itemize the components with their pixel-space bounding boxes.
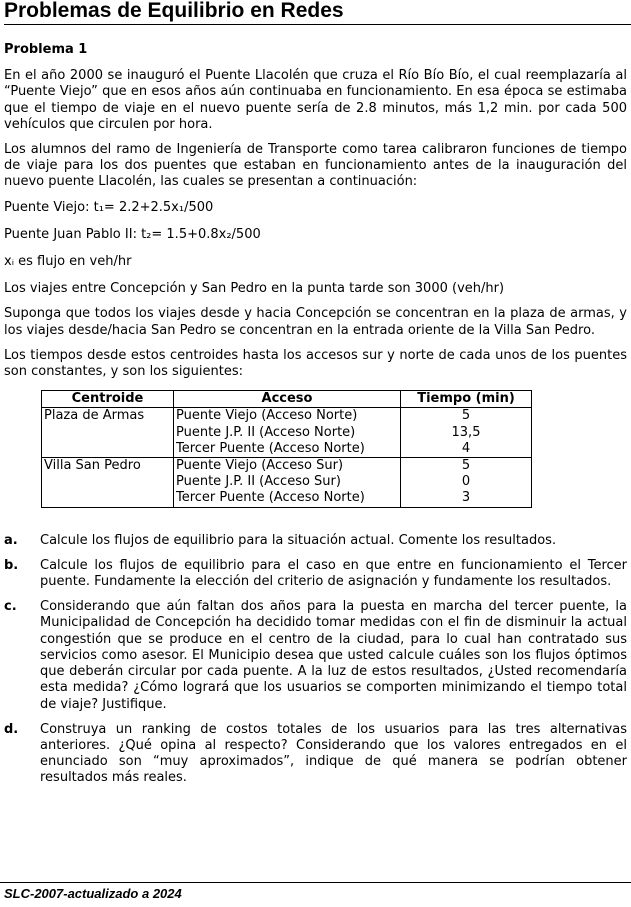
time-value: 5: [461, 408, 471, 424]
paragraph-centroids: Suponga que todos los viajes desde y hacia Concepción se concentran en la plaza de armas, y los viajes desde/hacia San Pedro se concentran en la entrada oriente de la Villa San Pedro.: [4, 306, 627, 338]
question-list: [4, 533, 627, 787]
page-title: Problemas de Equilibrio en Redes: [4, 0, 631, 25]
cell-centroid: Plaza de Armas: [42, 408, 174, 458]
footer-text: SLC-2007-actualizado a 2024: [4, 886, 182, 901]
item-text: Considerando que aún faltan dos años para la puesta en marcha del tercer puente, la Municipalidad de Concepción ha decidido tomar medidas con el fin de disminuir la actual congestión que se produce en el centro de la ciudad, para lo cual han contratado sus servicios como asesor. El Municipio desea que usted calcule cuáles son los flujos óptimos que deberán circular por cada puente. A la luz de estos resultados, ¿Usted recomendaría esta medida? ¿Cómo logrará que los usuarios se comporten minimizando el tiempo total de viaje? Justifique.: [40, 599, 627, 712]
item-label: a.: [4, 532, 18, 548]
table-row: [42, 458, 532, 508]
item-text: Construya un ranking de costos totales de los usuarios para las tres alternativas anteriores. ¿Qué opina al respecto? Considerando que los valores entregados en el enunciado son “muy aproximados”, indique de qué manera se podrían obtener resultados más reales.: [40, 721, 627, 786]
header-tiempo: Tiempo (min): [401, 391, 532, 408]
time-value: 0: [461, 474, 471, 490]
item-label: d.: [4, 721, 19, 737]
cell-times: [401, 408, 532, 458]
access-line: Puente Viejo (Acceso Sur): [176, 458, 344, 474]
access-line: Puente J.P. II (Acceso Norte): [176, 424, 356, 440]
list-item: [4, 533, 627, 549]
access-line: Tercer Puente (Acceso Norte): [176, 440, 365, 456]
access-line: Tercer Puente (Acceso Norte): [176, 490, 365, 506]
access-line: Puente Viejo (Acceso Norte): [176, 408, 358, 424]
list-item: [4, 722, 627, 787]
document-body: [4, 42, 627, 796]
table-header-row: [42, 391, 532, 408]
paragraph-intro: En el año 2000 se inauguró el Puente Llacolén que cruza el Río Bío Bío, el cual reemplazaría al “Puente Viejo” que en esos años aún continuaba en funcionamiento. En esa época se estimaba que el tiempo de viaje en el nuevo puente sería de 2.8 minutos, más 1,2 min. por cada 500 vehículos que circulen por hora.: [4, 68, 627, 132]
problem-heading: Problema 1: [4, 42, 88, 57]
item-text: Calcule los flujos de equilibrio para el caso en que entre en funcionamiento el Tercer puente. Fundamente la elección del criterio de asignación y fundamente los resultados.: [40, 557, 627, 590]
header-acceso: Acceso: [174, 391, 401, 408]
flow-definition: xᵢ es flujo en veh/hr: [4, 254, 132, 270]
header-centroide: Centroide: [42, 391, 174, 408]
equation-puente-viejo: Puente Viejo: t₁= 2.2+2.5x₁/500: [4, 199, 214, 215]
cell-times: [401, 458, 532, 508]
time-value: 5: [461, 458, 471, 474]
item-text: Calcule los flujos de equilibrio para la situación actual. Comente los resultados.: [40, 532, 557, 548]
time-value: 13,5: [451, 424, 481, 440]
table-row: [42, 408, 532, 458]
cell-accesses: [174, 458, 401, 508]
cell-accesses: [174, 408, 401, 458]
paragraph-trips: Los viajes entre Concepción y San Pedro en la punta tarde son 3000 (veh/hr): [4, 281, 505, 297]
list-item: [4, 558, 627, 590]
page-footer: [0, 882, 631, 902]
cell-centroid: Villa San Pedro: [42, 458, 174, 508]
list-item: [4, 599, 627, 712]
paragraph-calibration: Los alumnos del ramo de Ingeniería de Transporte como tarea calibraron funciones de tiempo de viaje para los dos puentes que estaban en funcionamiento antes de la inauguración del nuevo puente Llacolén, las cuales se presentan a continuación:: [4, 142, 627, 190]
item-label: c.: [4, 599, 17, 615]
paragraph-times: Los tiempos desde estos centroides hasta los accesos sur y norte de cada unos de los puentes son constantes, y son los siguientes:: [4, 347, 627, 380]
time-value: 3: [461, 490, 471, 506]
access-times-table: [41, 390, 532, 507]
access-line: Puente J.P. II (Acceso Sur): [176, 474, 341, 490]
item-label: b.: [4, 557, 19, 573]
equation-puente-jp2: Puente Juan Pablo II: t₂= 1.5+0.8x₂/500: [4, 226, 261, 242]
time-value: 4: [461, 440, 471, 456]
